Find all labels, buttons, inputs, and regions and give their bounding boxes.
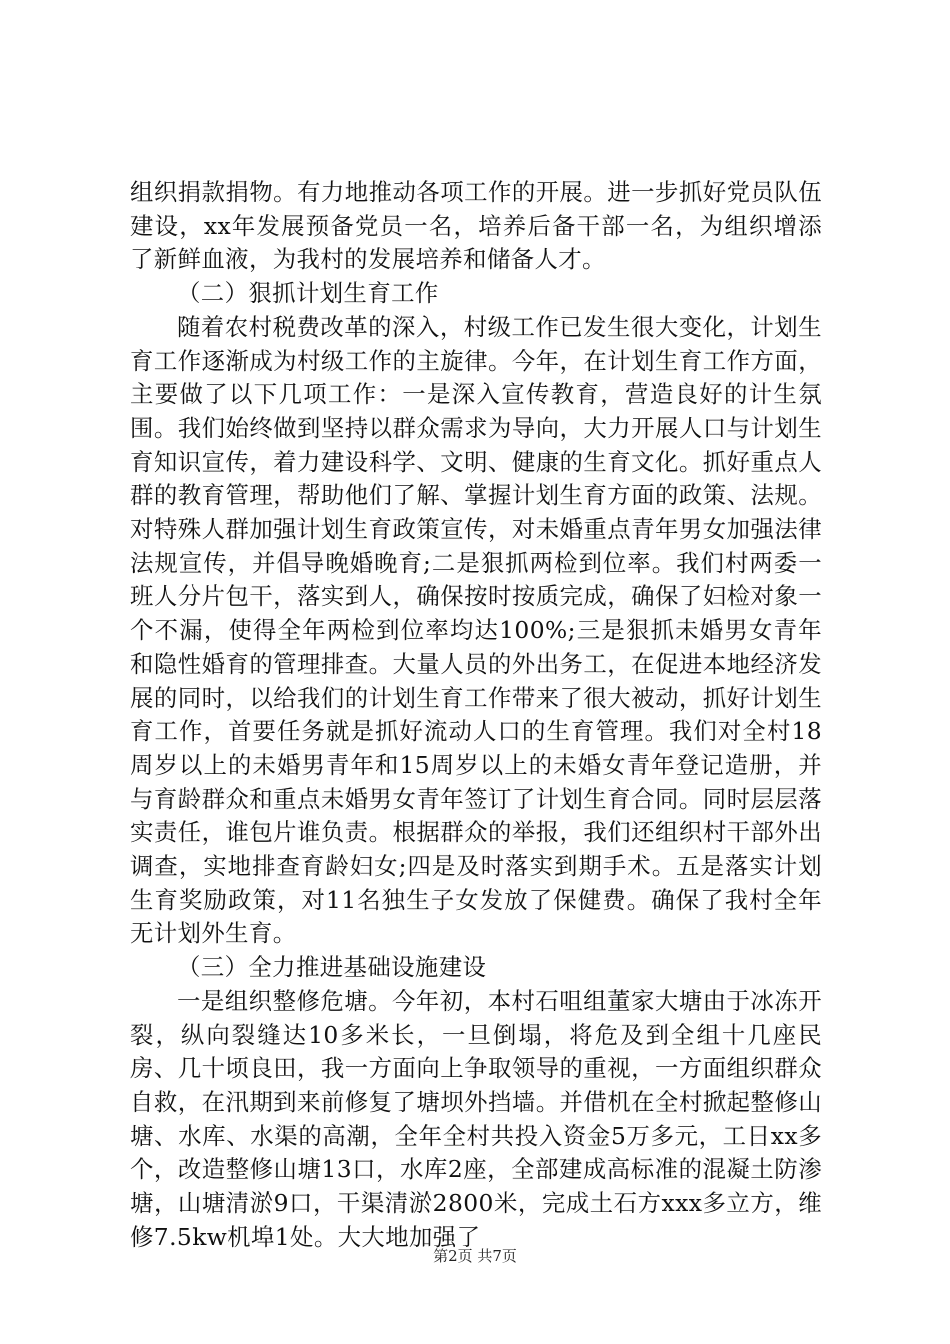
paragraph-infrastructure: 一是组织整修危塘。今年初，本村石咀组董家大塘由于冰冻开裂，纵向裂缝达10多米长，一旦倒塌，将危及到全组十几座民房、几十顷良田，我一方面向上争取领导的重视，一方面组织群众自救，在汛期到来前修复了塘坝外挡墙。并借机在全村掀起整修山塘、水库、水渠的高潮，全年全村共投入资金5万多元，工日xx多个，改造整修山塘13口，水库2座，全部建成高标准的混凝土防渗塘，山塘清淤9口，干渠清淤2800米，完成土石方xxx多立方，维修7.5kw机埠1处。大大地加强了 [130, 986, 822, 1251]
page-number-footer: 第2页 共7页 [433, 1247, 517, 1265]
section-heading-family-planning: （二）狠抓计划生育工作 [177, 279, 439, 308]
paragraph-continuation: 组织捐款捐物。有力地推动各项工作的开展。进一步抓好党员队伍建设，xx年发展预备党员一名，培养后备干部一名，为组织增添了新鲜血液，为我村的发展培养和储备人才。 [130, 178, 822, 274]
document-body [130, 176, 822, 1255]
section-heading-infrastructure: （三）全力推进基础设施建设 [177, 953, 487, 982]
paragraph-family-planning: 随着农村税费改革的深入，村级工作已发生很大变化，计划生育工作逐渐成为村级工作的主旋律。今年，在计划生育工作方面，主要做了以下几项工作：一是深入宣传教育，营造良好的计生氛围。我们始终做到坚持以群众需求为导向，大力开展人口与计划生育知识宣传，着力建设科学、文明、健康的生育文化。抓好重点人群的教育管理，帮助他们了解、掌握计划生育方面的政策、法规。对特殊人群加强计划生育政策宣传，对未婚重点青年男女加强法律法规宣传，并倡导晚婚晚育;二是狠抓两检到位率。我们村两委一班人分片包干，落实到人，确保按时按质完成，确保了妇检对象一个不漏，使得全年两检到位率均达100%;三是狠抓未婚男女青年和隐性婚育的管理排查。大量人员的外出务工，在促进本地经济发展的同时，以给我们的计划生育工作带来了很大被动，抓好计划生育工作，首要任务就是抓好流动人口的生育管理。我们对全村18周岁以上的未婚男青年和15周岁以上的未婚女青年登记造册，并与育龄群众和重点未婚男女青年签订了计划生育合同。同时层层落实责任，谁包片谁负责。根据群众的举报，我们还组织村干部外出调查，实地排查育龄妇女;四是及时落实到期手术。五是落实计划生育奖励政策，对11名独生子女发放了保健费。确保了我村全年无计划外生育。 [130, 312, 822, 948]
